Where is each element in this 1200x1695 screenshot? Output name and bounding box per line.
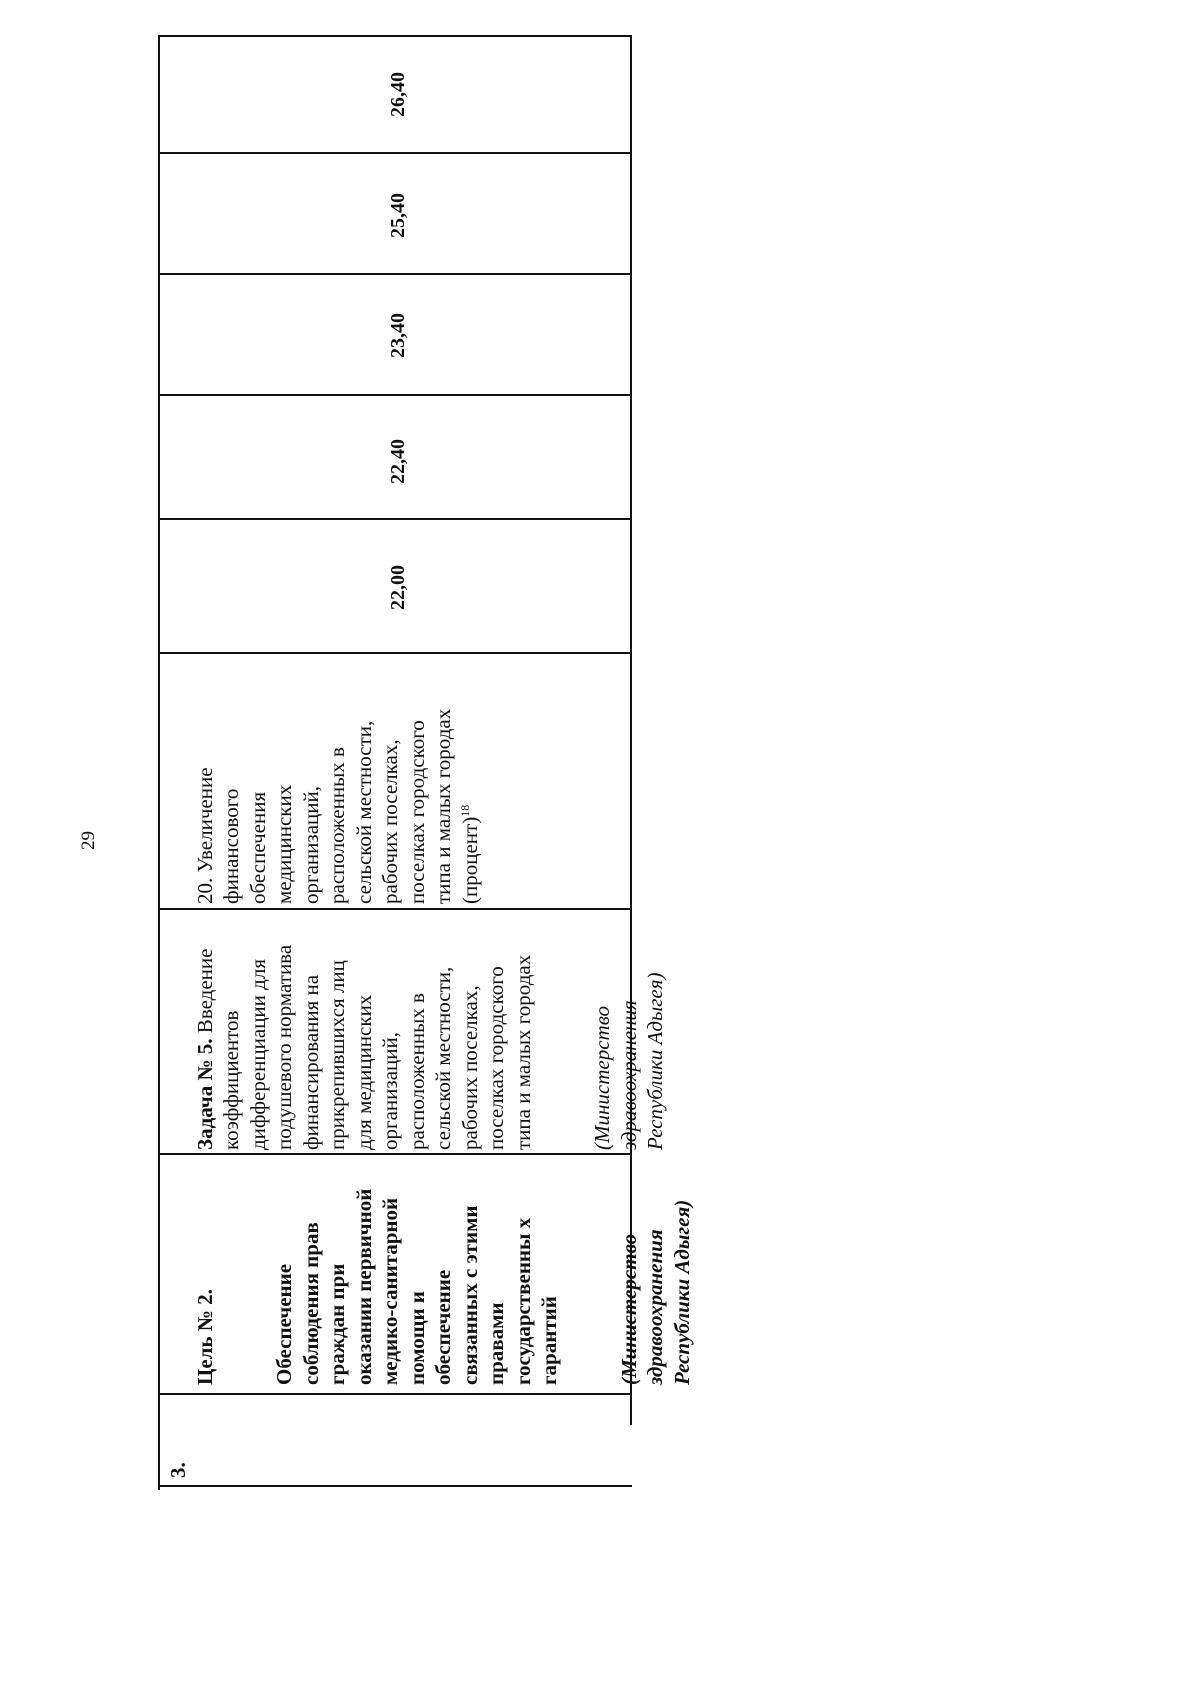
table-top-border [158, 35, 160, 1490]
row-divider-7 [158, 1153, 632, 1155]
indicator-cell [165, 654, 483, 904]
goal-cell [165, 1157, 695, 1385]
row-index: 3. [166, 1462, 190, 1478]
value-cell: 22,00 [387, 565, 409, 610]
table-outer-border [158, 35, 632, 37]
value-cell: 23,40 [387, 313, 409, 358]
task-ministry: (Министерство здравоохранения Республики Адыгея) [590, 972, 667, 1150]
row-divider-1 [158, 152, 632, 154]
row-divider-8 [158, 1393, 632, 1395]
task-cell [165, 910, 669, 1150]
value-cell: 26,40 [387, 72, 409, 117]
task-body: Введение коэффициентов дифференциации для подушевого норматива финансирования на прикрепившихся лиц для медицинских организаций, расположенных в сельской местности, рабочих поселках, поселках городского типа и малых городах [192, 944, 535, 1150]
task-label: Задача № 5. [192, 1038, 217, 1150]
goal-body: Обеспечение соблюдения прав граждан при оказании первичной медико-санитарной помощи и обеспечение связанных с этими правами государственны х гарантий [272, 1188, 561, 1385]
indicator-footnote: 18 [457, 804, 472, 817]
row-divider-3 [158, 394, 632, 396]
indicator-text: 20. Увеличение финансового обеспечения медицинских организаций, расположенных в сельской местности, рабочих поселках, поселках городского типа и малых городах (процент) [192, 708, 482, 904]
goal-heading: Цель № 2. [192, 1289, 217, 1385]
row-divider-2 [158, 273, 632, 275]
row-divider-9 [158, 1485, 632, 1487]
value-cell: 25,40 [387, 193, 409, 238]
page-number: 29 [78, 831, 99, 850]
row-divider-4 [158, 518, 632, 520]
value-cell: 22,40 [387, 439, 409, 484]
goal-ministry: (Министерство здравоохранения Республики Адыгея) [616, 1199, 694, 1385]
